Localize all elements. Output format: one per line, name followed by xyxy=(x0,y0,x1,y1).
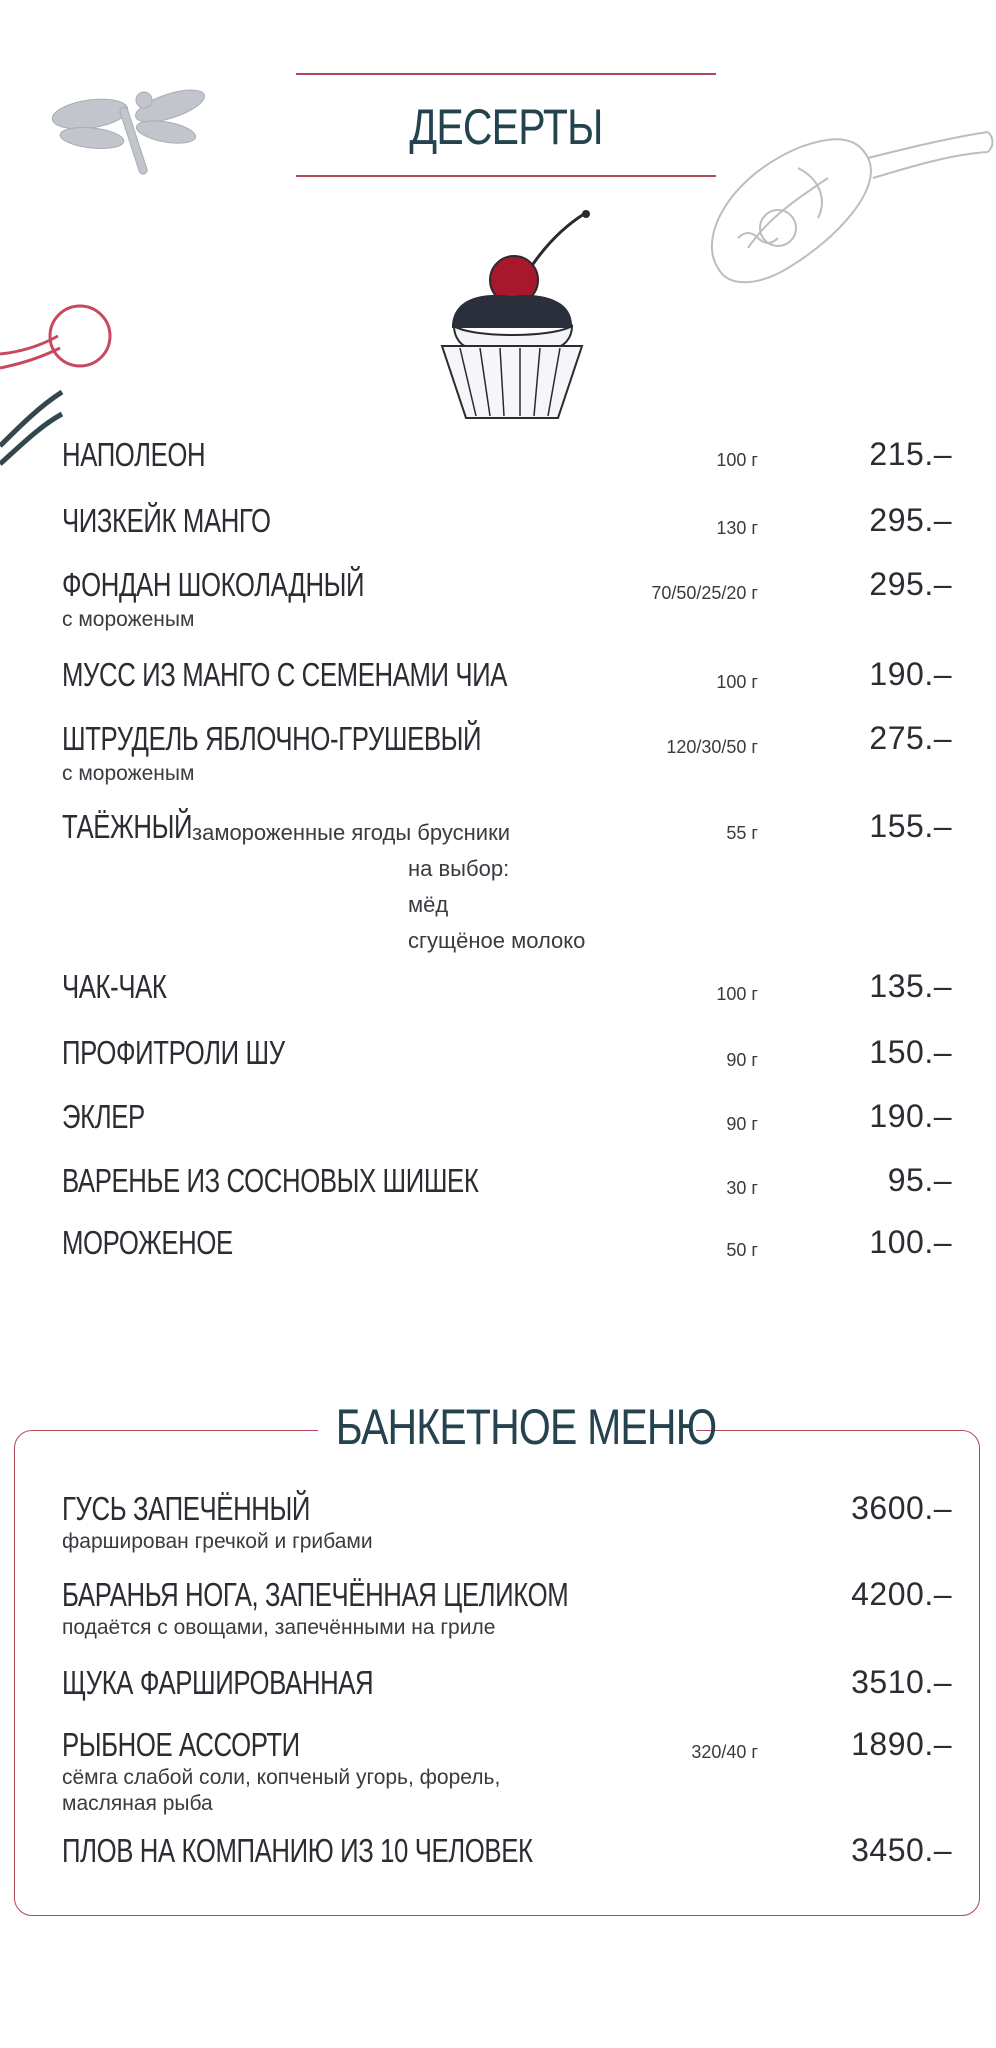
item-price: 100.– xyxy=(869,1224,952,1260)
item-weight: 90 г xyxy=(726,1050,758,1070)
item-price: 95.– xyxy=(887,1162,952,1198)
item-price: 215.– xyxy=(869,436,952,472)
item-description: с мороженым xyxy=(62,608,195,631)
item-weight: 100 г xyxy=(716,450,758,470)
item-description: замороженные ягоды брусники xyxy=(192,820,510,845)
item-name: ПРОФИТРОЛИ ШУ xyxy=(62,1034,285,1071)
item-weight: 50 г xyxy=(726,1240,758,1260)
title-rule-bottom xyxy=(296,175,716,177)
item-name: ЧИЗКЕЙК МАНГО xyxy=(62,502,271,539)
item-description: подаётся с овощами, запечёнными на гриле xyxy=(62,1616,496,1639)
item-description: сёмга слабой соли, копченый угорь, форель, xyxy=(62,1766,501,1789)
item-price: 3600.– xyxy=(851,1490,952,1526)
item-name: МУСС ИЗ МАНГО С СЕМЕНАМИ ЧИА xyxy=(62,656,508,693)
item-description: с мороженым xyxy=(62,762,195,785)
item-name: БАРАНЬЯ НОГА, ЗАПЕЧЁННАЯ ЦЕЛИКОМ xyxy=(62,1576,569,1613)
item-name: ПЛОВ НА КОМПАНИЮ ИЗ 10 ЧЕЛОВЕК xyxy=(62,1832,533,1869)
item-price: 1890.– xyxy=(851,1726,952,1762)
item-option: сгущёное молоко xyxy=(408,928,586,953)
item-weight: 130 г xyxy=(716,518,758,538)
item-price: 3450.– xyxy=(851,1832,952,1868)
title-rule-top xyxy=(296,73,716,75)
item-price: 3510.– xyxy=(851,1664,952,1700)
item-name: ЭКЛЕР xyxy=(62,1098,145,1135)
cake-server-icon xyxy=(688,118,996,308)
item-name: МОРОЖЕНОЕ xyxy=(62,1224,233,1261)
item-name: ГУСЬ ЗАПЕЧЁННЫЙ xyxy=(62,1490,310,1527)
item-price: 295.– xyxy=(869,566,952,602)
item-name: ШТРУДЕЛЬ ЯБЛОЧНО-ГРУШЕВЫЙ xyxy=(62,720,482,757)
section-title: БАНКЕТНОЕ МЕНЮ xyxy=(335,1399,717,1455)
item-weight: 55 г xyxy=(726,823,758,843)
item-price: 190.– xyxy=(869,1098,952,1134)
item-price: 155.– xyxy=(869,808,952,844)
item-name: РЫБНОЕ АССОРТИ xyxy=(62,1726,300,1763)
item-name: НАПОЛЕОН xyxy=(62,436,206,473)
item-name: ВАРЕНЬЕ ИЗ СОСНОВЫХ ШИШЕК xyxy=(62,1162,479,1199)
item-weight: 70/50/25/20 г xyxy=(651,583,758,603)
item-name: ТАЁЖНЫЙ xyxy=(62,808,193,845)
item-option: на выбор: xyxy=(408,856,510,881)
item-price: 190.– xyxy=(869,656,952,692)
item-price: 295.– xyxy=(869,502,952,538)
cupcake-icon xyxy=(432,208,592,422)
item-weight: 90 г xyxy=(726,1114,758,1134)
item-description: фарширован гречкой и грибами xyxy=(62,1530,373,1553)
item-price: 135.– xyxy=(869,968,952,1004)
item-weight: 100 г xyxy=(716,672,758,692)
item-price: 150.– xyxy=(869,1034,952,1070)
item-name: ФОНДАН ШОКОЛАДНЫЙ xyxy=(62,566,365,603)
item-price: 4200.– xyxy=(851,1576,952,1612)
item-description: масляная рыба xyxy=(62,1792,213,1815)
item-option: мёд xyxy=(408,892,449,917)
item-price: 275.– xyxy=(869,720,952,756)
item-weight: 120/30/50 г xyxy=(666,737,758,757)
item-name: ЩУКА ФАРШИРОВАННАЯ xyxy=(62,1664,374,1701)
page-title: ДЕСЕРТЫ xyxy=(409,99,603,155)
item-weight: 30 г xyxy=(726,1178,758,1198)
item-weight: 100 г xyxy=(716,984,758,1004)
item-weight: 320/40 г xyxy=(691,1742,758,1762)
dragonfly-icon xyxy=(50,66,210,186)
item-name: ЧАК-ЧАК xyxy=(62,968,167,1005)
